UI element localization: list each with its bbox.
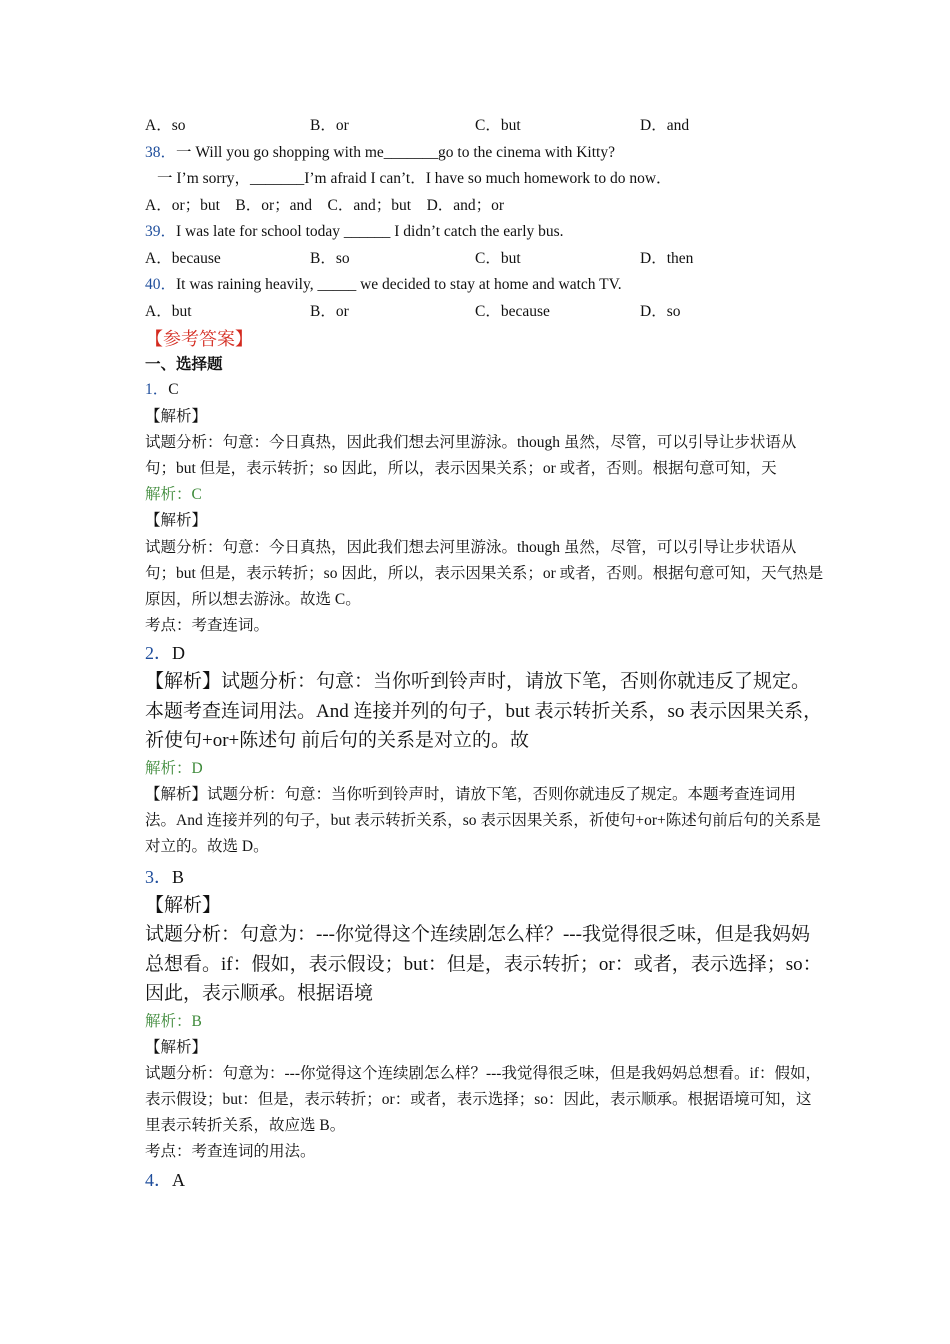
q39-option-c: C．but (475, 249, 521, 267)
answer-4-number: 4． (145, 1169, 172, 1190)
q38-stem (145, 140, 825, 167)
q39-text: I was late for school today ______ I didn’t catch the early bus. (176, 223, 564, 240)
q40-options (145, 299, 825, 326)
q39-stem (145, 219, 825, 246)
answer-2-analysis-full: 【解析】试题分析：句意：当你听到铃声时，请放下笔，否则你就违反了规定。本题考查连词用法。And 连接并列的句子，but 表示转折关系，so 表示因果关系，祈使句+or+陈述句前后句的关系是对立的。故选 D。 (145, 785, 821, 855)
q39-option-b: B．so (310, 249, 350, 267)
section-heading: 一、选择题 (145, 356, 223, 373)
q38-number: 38． (145, 143, 177, 161)
answer-1-heading (145, 377, 825, 404)
answer-1-tag-2: 【解析】 (145, 512, 208, 529)
answer-2-analysis-large: 【解析】试题分析：句意：当你听到铃声时，请放下笔，否则你就违反了规定。本题考查连词用法。And 连接并列的句子，but 表示转折关系，so 表示因果关系，祈使句+or+陈述句 前后句的关系是对立的。故 (145, 671, 823, 751)
answer-1-analysis-full: 试题分析：句意：今日真热，因此我们想去河里游泳。though 虽然，尽管，可以引导让步状语从句；but 但是，表示转折；so 因此，所以，表示因果关系；or 或者，否则。根据句意可知，天气热是原因，所以想去游泳。故选 C。 (145, 538, 824, 608)
answer-4-letter: A (172, 1169, 185, 1190)
q39-number: 39． (145, 223, 177, 240)
q39-options (145, 246, 825, 273)
q40-option-a: A．but (145, 302, 192, 320)
answer-key-title: 【参考答案】 (145, 329, 253, 349)
answer-3-letter: B (172, 866, 185, 887)
answer-3-heading (145, 863, 825, 891)
q38-options: A．or；but B．or；and C．and；but D．and；or (145, 196, 505, 214)
q40-number: 40． (145, 276, 177, 293)
answer-3-kaodian: 考点：考查连词的用法。 (145, 1143, 316, 1160)
q40-stem (145, 272, 825, 299)
q39-option-d: D．then (640, 249, 694, 267)
q37-options (145, 113, 825, 140)
answer-2-number: 2． (145, 643, 172, 663)
answer-1-tag: 【解析】 (145, 407, 208, 425)
answer-2-heading (145, 639, 825, 667)
answer-1-jiexi: 解析：C (145, 486, 202, 503)
answer-2-letter: D (172, 643, 185, 663)
answer-4-heading (145, 1166, 825, 1194)
answer-2-jiexi: 解析：D (145, 759, 203, 777)
q37-option-c: C．but (475, 117, 521, 134)
answer-1-number: 1． (145, 381, 169, 398)
answer-1-kaodian: 考点：考查连词。 (145, 616, 270, 634)
q39-option-a: A．because (145, 249, 221, 267)
answer-3-analysis-full: 试题分析：句意为：---你觉得这个连续剧怎么样？---我觉得很乏味，但是我妈妈总想看。if：假如，表示假设；but：但是，表示转折；or：或者，表示选择；so：因此，表示顺承。根据语境可知，这里表示转折关系，故应选 B。 (145, 1065, 821, 1134)
q37-option-d: D．and (640, 117, 690, 134)
q40-option-b: B．or (310, 302, 349, 320)
q37-option-b: B．or (310, 117, 349, 134)
answer-3-jiexi: 解析：B (145, 1012, 202, 1030)
answer-3-number: 3． (145, 866, 172, 887)
q40-option-c: C．because (475, 302, 550, 320)
answer-3-tag: 【解析】 (145, 894, 222, 916)
q40-option-d: D．so (640, 302, 681, 320)
answer-3-tag-2: 【解析】 (145, 1038, 208, 1056)
q40-text: It was raining heavily, _____ we decided to stay at home and watch TV. (176, 276, 622, 293)
answer-3-analysis-large: 试题分析：句意为：---你觉得这个连续剧怎么样？---我觉得很乏味，但是我妈妈总想看。if：假如，表示假设；but：但是，表示转折；or：或者，表示选择；so：因此，表示顺承。根据语境 (145, 924, 822, 1004)
document-page (145, 113, 825, 1194)
answer-1-analysis-short: 试题分析：句意：今日真热，因此我们想去河里游泳。though 虽然，尽管，可以引导让步状语从句；but 但是，表示转折；so 因此，所以，表示因果关系；or 或者，否则。根据句意可知，天 (145, 434, 797, 477)
q38-line1: 一 Will you go shopping with me_______go to the cinema with Kitty? (176, 143, 615, 161)
q38-line2: 一 I’m sorry，_______I’m afraid I can’t．I have so much homework to do now． (157, 170, 672, 187)
q37-option-a: A．so (145, 117, 186, 134)
answer-1-letter: C (168, 381, 179, 398)
